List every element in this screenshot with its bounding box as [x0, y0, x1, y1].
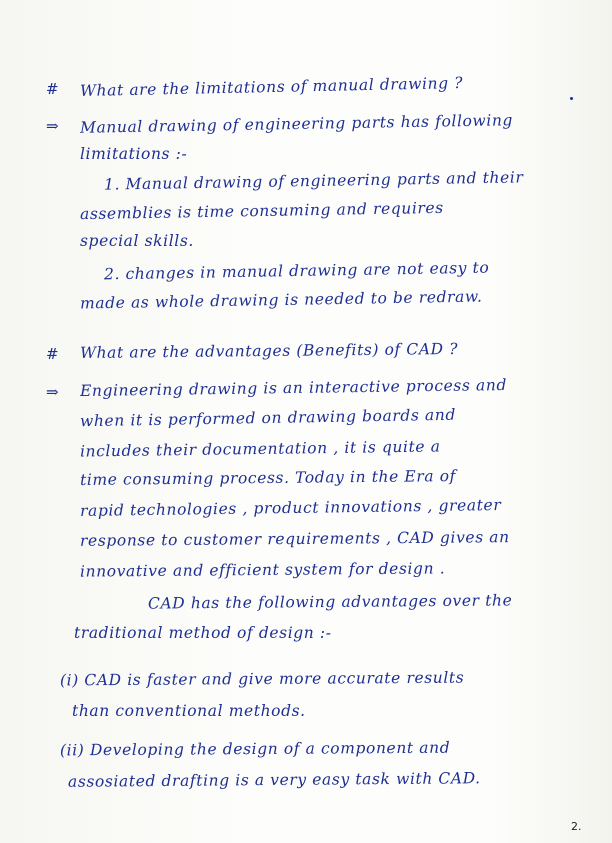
ink-dot [570, 97, 573, 100]
advantages-intro-line: CAD has the following advantages over the [147, 591, 513, 613]
answer-2-paragraph-line: time consuming process. Today in the Era of [79, 467, 457, 489]
answer-1-intro-line: Manual drawing of engineering parts has following [79, 111, 514, 137]
answer-1-intro-line: limitations :- [80, 145, 188, 163]
answer-2-paragraph-line: includes their documentation , it is quite a [79, 437, 441, 461]
limitation-2-line: made as whole drawing is needed to be redraw. [79, 287, 483, 313]
answer-2-paragraph-line: when it is performed on drawing boards and [79, 405, 457, 431]
answer-marker: ⇒ [46, 117, 59, 135]
advantage-2-line: (ii) Developing the design of a component and [59, 738, 451, 760]
answer-marker: ⇒ [46, 383, 59, 401]
limitation-1-line: 1. Manual drawing of engineering parts and their [103, 168, 524, 194]
advantage-1-line: (i) CAD is faster and give more accurate results [59, 668, 465, 690]
limitation-1-line: special skills. [80, 232, 194, 250]
answer-2-paragraph-line: rapid technologies , product innovations , greater [79, 496, 502, 520]
limitation-1-line: assemblies is time consuming and requires [79, 198, 444, 224]
answer-2-paragraph-line: innovative and efficient system for design . [79, 559, 446, 581]
page-number: 2. [571, 820, 582, 833]
advantage-2-line: assosiated drafting is a very easy task with CAD. [67, 769, 481, 791]
question-marker: # [46, 80, 59, 98]
question-1-text: What are the limitations of manual drawing ? [79, 73, 464, 101]
answer-2-paragraph-line: response to customer requirements , CAD gives an [79, 528, 510, 550]
question-marker: # [46, 345, 59, 363]
advantages-intro-line: traditional method of design :- [74, 624, 332, 642]
limitation-2-line: 2. changes in manual drawing are not easy to [103, 258, 490, 284]
question-2-text: What are the advantages (Benefits) of CAD ? [79, 340, 459, 362]
answer-2-paragraph-line: Engineering drawing is an interactive process and [79, 376, 508, 400]
advantage-1-line: than conventional methods. [72, 702, 306, 720]
